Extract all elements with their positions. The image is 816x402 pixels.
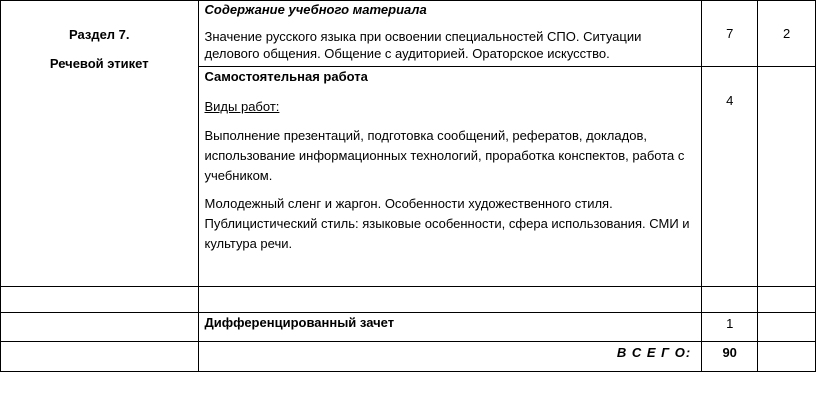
exam-label: Дифференцированный зачет bbox=[204, 315, 395, 330]
section-subtitle: Речевой этикет bbox=[49, 56, 149, 71]
empty-cell bbox=[758, 313, 816, 342]
empty-cell bbox=[702, 287, 758, 313]
empty-cell bbox=[1, 313, 199, 342]
independent-hours: 4 bbox=[702, 67, 758, 287]
independent-heading: Самостоятельная работа bbox=[204, 69, 368, 84]
content-text: Значение русского языка при освоении специальностей СПО. Ситуации делового общения. Общение с аудиторией. Ораторское искусство. bbox=[204, 29, 642, 61]
exam-cell bbox=[198, 313, 702, 342]
empty-cell bbox=[1, 342, 199, 372]
section-title: Раздел 7. bbox=[68, 27, 130, 42]
empty-cell bbox=[1, 287, 199, 313]
total-label: В С Е Г О: bbox=[198, 342, 702, 372]
empty-cell bbox=[758, 287, 816, 313]
work-types-label: Виды работ: bbox=[204, 99, 280, 114]
total-value: 90 bbox=[702, 342, 758, 372]
content-hours: 7 bbox=[702, 1, 758, 67]
exam-hours: 1 bbox=[702, 313, 758, 342]
independent-paragraph-2: Молодежный сленг и жаргон. Особенности художественного стиля. Публицистический стиль: языковые особенности, сфера использования. СМИ и культура речи. bbox=[204, 196, 690, 251]
content-cell bbox=[198, 1, 702, 67]
section-cell bbox=[1, 1, 199, 287]
empty-cell bbox=[198, 287, 702, 313]
independent-level bbox=[758, 67, 816, 287]
content-heading: Содержание учебного материала bbox=[204, 2, 427, 17]
content-level: 2 bbox=[758, 1, 816, 67]
independent-work-cell bbox=[198, 67, 702, 287]
empty-cell bbox=[758, 342, 816, 372]
independent-paragraph-1: Выполнение презентаций, подготовка сообщений, рефератов, докладов, использование информационных технологий, проработка конспектов, работа с учебником. bbox=[204, 128, 685, 183]
